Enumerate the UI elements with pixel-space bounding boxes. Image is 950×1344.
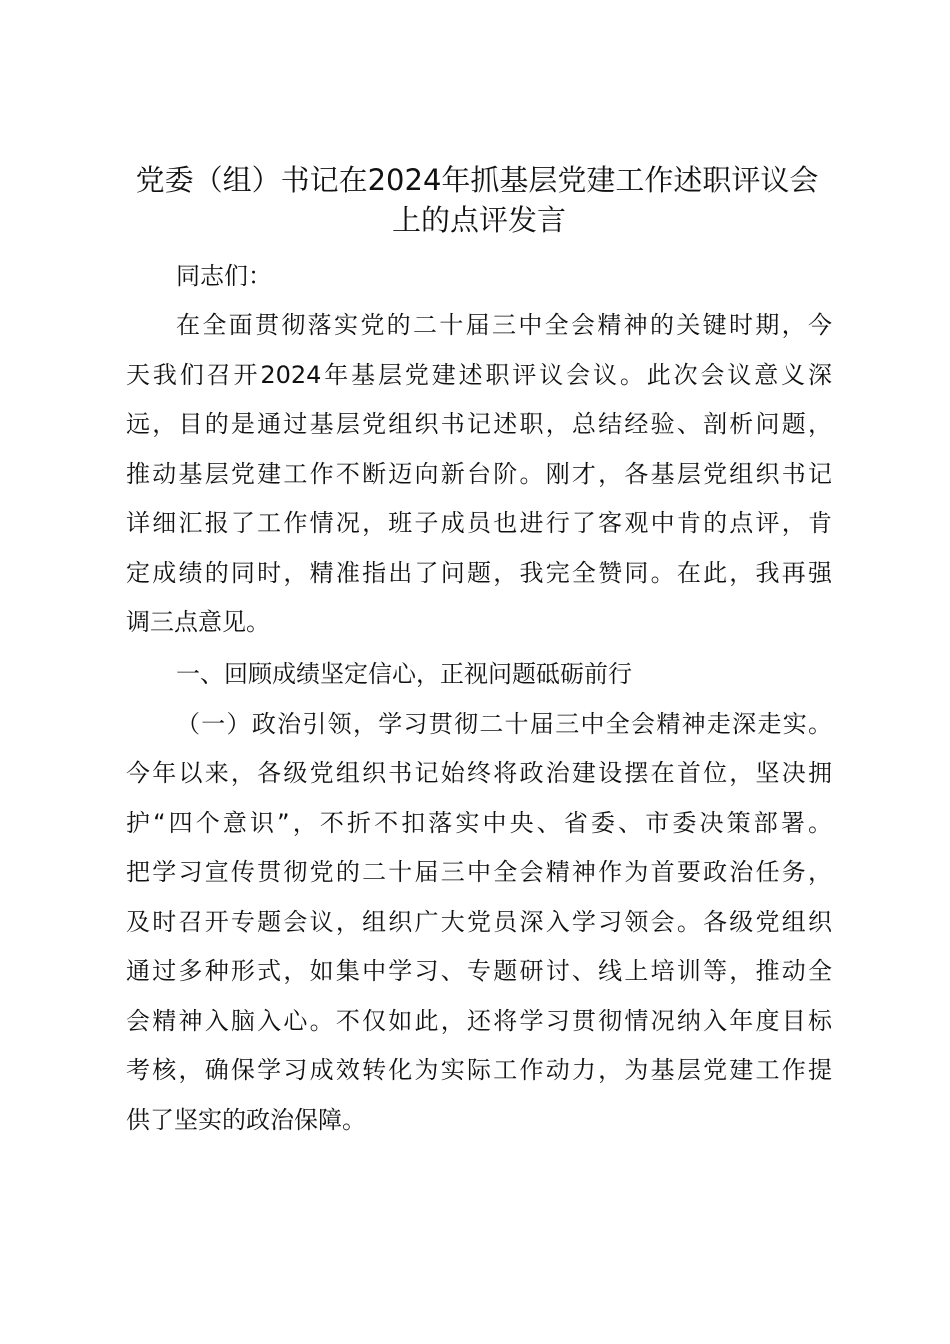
paragraph-line: 及时召开专题会议，组织广大党员深入学习领会。各级党组织 [126,907,832,936]
paragraph-line: 定成绩的同时，精准指出了问题，我完全赞同。在此，我再强 [126,558,832,587]
paragraph-line: 供了坚实的政治保障。 [126,1105,366,1134]
paragraph-line: 详细汇报了工作情况，班子成员也进行了客观中肯的点评，肯 [126,509,832,537]
title-line: 上的点评发言 [391,203,566,237]
document-title [126,160,832,240]
document-page [126,160,832,1145]
paragraph-line: （一）政治引领，学习贯彻二十届三中全会精神走深走实。 [176,709,832,738]
paragraph-line: 考核，确保学习成效转化为实际工作动力，为基层党建工作提 [126,1056,832,1084]
greeting: 同志们： [176,262,272,290]
paragraph-line: 把学习宣传贯彻党的二十届三中全会精神作为首要政治任务， [126,858,832,886]
subsection-paragraph [126,700,832,1146]
intro-paragraph [126,301,832,648]
paragraph-line: 在全面贯彻落实党的二十届三中全会精神的关键时期，今 [176,311,832,339]
paragraph-line: 会精神入脑入心。不仅如此，还将学习贯彻情况纳入年度目标 [126,1006,832,1035]
paragraph-line: 今年以来，各级党组织书记始终将政治建设摆在首位，坚决拥 [126,759,832,787]
paragraph-line: 推动基层党建工作不断迈向新台阶。刚才，各基层党组织书记 [126,459,832,488]
paragraph-line: 通过多种形式，如集中学习、专题研讨、线上培训等，推动全 [126,957,832,985]
section-heading: 一、回顾成绩坚定信心，正视问题砥砺前行 [176,659,632,688]
paragraph-line: 调三点意见。 [126,608,270,636]
title-line: 党委（组）书记在2024年抓基层党建工作述职评议会 [135,163,819,197]
paragraph-line: 远，目的是通过基层党组织书记述职，总结经验、剖析问题， [126,410,832,438]
paragraph-line: 天我们召开2024年基层党建述职评议会议。此次会议意义深 [126,360,832,389]
paragraph-line: 护“四个意识”，不折不扣落实中央、省委、市委决策部署。 [126,808,832,837]
